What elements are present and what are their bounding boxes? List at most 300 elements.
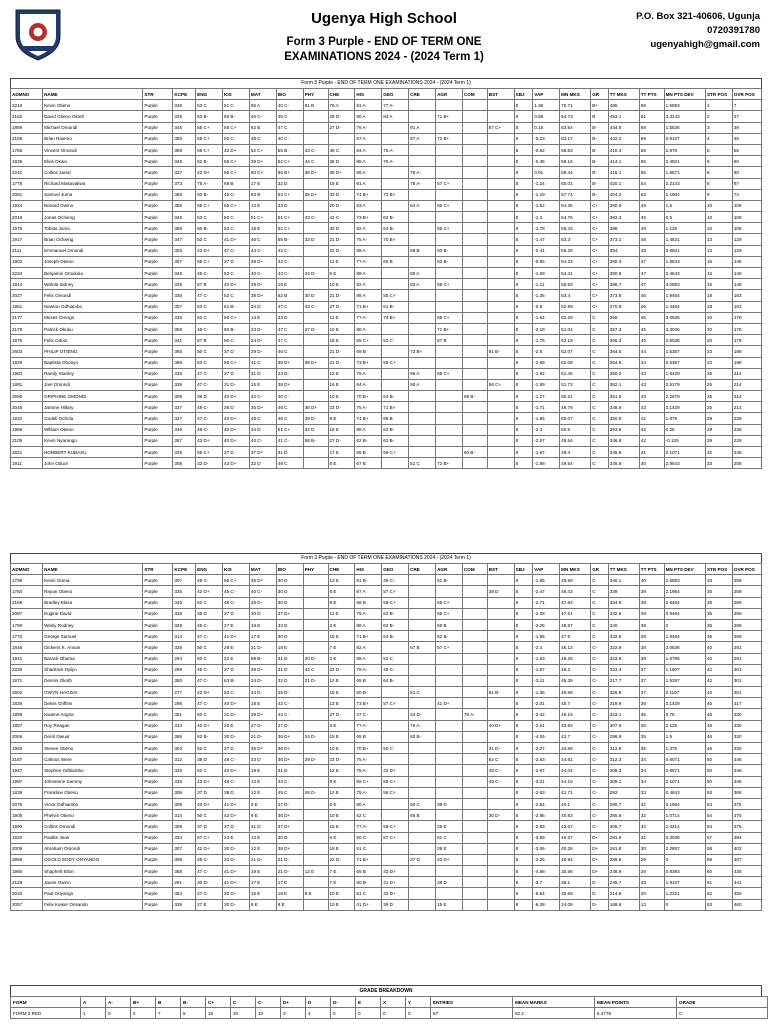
- results-header-che: CHE: [328, 89, 355, 100]
- results-cell-kis: 56 C+: [223, 312, 250, 323]
- results-cell-mn-pts-dev: 2.2857: [664, 843, 705, 854]
- results-cell-sbj: 8: [514, 122, 533, 133]
- results-cell-str-pos: 50: [705, 754, 732, 765]
- results-cell-eng: 45 C-: [196, 268, 223, 279]
- results-cell-gr: C-: [591, 743, 609, 754]
- results-row: [11, 586, 762, 597]
- results-cell-str: Purple: [143, 698, 173, 709]
- results-cell-mn-pts-dev: 1.9643: [664, 256, 705, 267]
- results-cell-bst: 30 D-: [487, 810, 514, 821]
- results-cell-str: Purple: [143, 575, 173, 586]
- results-cell-admno: 2075: [11, 798, 43, 809]
- results-cell-str-pos: 32: [705, 447, 732, 458]
- results-cell-mn-mks: 51.73: [560, 379, 591, 390]
- results-cell-admno: 2234: [11, 268, 43, 279]
- results-cell-bio: 31 D: [276, 664, 303, 675]
- results-cell-bio: 23 D-: [276, 368, 303, 379]
- results-header-str-pos: STR POS: [705, 89, 732, 100]
- results-cell-mn-mks: 35.1: [560, 877, 591, 888]
- results-cell-his: 71 B+: [355, 631, 382, 642]
- results-cell-phy: [303, 133, 328, 144]
- results-cell-sbj: 8: [514, 133, 533, 144]
- results-cell-mn-mks: 50.5: [560, 424, 591, 435]
- results-cell-phy: [303, 312, 328, 323]
- results-cell-str: Purple: [143, 720, 173, 731]
- results-cell-mn-mks: 52.09: [560, 357, 591, 368]
- results-cell-ovr-pos: 407: [732, 854, 761, 865]
- results-cell-geo: 76 A-: [382, 156, 409, 167]
- results-cell-agr: [436, 144, 463, 155]
- results-row: [11, 709, 762, 720]
- results-cell-bio: 62 B: [276, 290, 303, 301]
- results-cell-kcpe: 341: [173, 335, 196, 346]
- results-row: [11, 189, 762, 200]
- results-cell-sbj: 8: [514, 575, 533, 586]
- results-cell-cre: [409, 301, 436, 312]
- results-cell-mn-mks: 49.4: [560, 447, 591, 458]
- grade-breakdown-cell-y: 0: [406, 1008, 431, 1019]
- results-cell-tt-pts: 48: [639, 234, 664, 245]
- results-cell-mn-pts-dev: 0.8571: [664, 765, 705, 776]
- results-cell-kcpe: 346: [173, 268, 196, 279]
- results-cell-che: 33 D: [328, 189, 355, 200]
- results-cell-tt-mks: 285.8: [608, 810, 639, 821]
- results-header-kcpe: KCPE: [173, 89, 196, 100]
- results-cell-kis: 53 C: [223, 223, 250, 234]
- results-cell-com: [462, 133, 487, 144]
- results-header-com: COM: [462, 89, 487, 100]
- results-cell-ovr-pos: 214: [732, 368, 761, 379]
- results-cell-com: [462, 346, 487, 357]
- results-cell-agr: [436, 167, 463, 178]
- results-cell-sbj: 8: [514, 368, 533, 379]
- results-cell-admno: 1971: [11, 675, 43, 686]
- results-cell-str-pos: 8: [705, 178, 732, 189]
- results-cell-mn-pts-dev: 1.1964: [664, 189, 705, 200]
- results-cell-gr: C: [591, 608, 609, 619]
- results-cell-tt-pts: 53: [639, 189, 664, 200]
- results-cell-his: 75 A-: [355, 402, 382, 413]
- results-cell-gr: C-: [591, 642, 609, 653]
- results-cell-che: 27 D-: [328, 709, 355, 720]
- results-cell-admno: 1796: [11, 575, 43, 586]
- results-cell-mn-mks: 52.07: [560, 346, 591, 357]
- results-cell-vap: -3.59: [533, 832, 560, 843]
- results-cell-sbj: 8: [514, 357, 533, 368]
- grade-breakdown-header-y: Y: [406, 997, 431, 1008]
- results-cell-str-pos: 18: [705, 301, 732, 312]
- results-header-ovr-pos: OVR POS: [732, 564, 761, 575]
- results-cell-tt-mks: 362.1: [608, 379, 639, 390]
- results-cell-bst: [487, 424, 514, 435]
- results-cell-bio: 17 E: [276, 877, 303, 888]
- results-cell-agr: 26 E: [436, 821, 463, 832]
- results-cell-bio: 31 D: [276, 765, 303, 776]
- results-cell-geo: 65 B: [382, 413, 409, 424]
- results-cell-kis: 53 C: [223, 687, 250, 698]
- results-cell-name: Shadrack Opiyo: [43, 664, 143, 675]
- results-cell-bst: [487, 731, 514, 742]
- results-cell-tt-mks: 298.9: [608, 731, 639, 742]
- results-cell-sbj: 8: [514, 256, 533, 267]
- results-table-page-2: [10, 553, 762, 911]
- results-cell-gr: C: [591, 323, 609, 334]
- results-cell-mat: 49 C: [249, 413, 276, 424]
- results-cell-agr: [436, 379, 463, 390]
- results-cell-bio: 36 D+: [276, 754, 303, 765]
- results-cell-cre: [409, 111, 436, 122]
- results-cell-str: Purple: [143, 821, 173, 832]
- results-row: [11, 720, 762, 731]
- results-cell-admno: 1960: [11, 866, 43, 877]
- results-cell-admno: 1924: [11, 200, 43, 211]
- results-cell-kcpe: 326: [173, 619, 196, 630]
- results-cell-com: [462, 888, 487, 899]
- results-cell-str-pos: 63: [705, 899, 732, 910]
- results-cell-mn-mks: 54.76: [560, 212, 591, 223]
- results-cell-admno: 2241: [11, 167, 43, 178]
- results-cell-kis: 55 C+: [223, 156, 250, 167]
- results-cell-kis: 37 D: [223, 447, 250, 458]
- results-cell-mn-pts-dev: 0.25: [664, 424, 705, 435]
- results-cell-mn-pts-dev: 1.5536: [664, 122, 705, 133]
- results-cell-geo: 62 B-: [382, 619, 409, 630]
- results-cell-sbj: 8: [514, 144, 533, 155]
- results-cell-mn-pts-dev: 1.9464: [664, 290, 705, 301]
- results-cell-str-pos: 46: [705, 709, 732, 720]
- results-cell-phy: 43 C-: [303, 144, 328, 155]
- results-row: [11, 424, 762, 435]
- results-cell-mn-mks: 55.43: [560, 223, 591, 234]
- results-cell-kis: 30 D-: [223, 731, 250, 742]
- results-cell-kcpe: 307: [173, 843, 196, 854]
- results-cell-str: Purple: [143, 765, 173, 776]
- results-cell-admno: 2129: [11, 877, 43, 888]
- results-cell-mn-pts-dev: 1.5893: [664, 100, 705, 111]
- results-cell-agr: [436, 653, 463, 664]
- results-row: [11, 731, 762, 742]
- results-cell-str: Purple: [143, 776, 173, 787]
- results-cell-name: Calmus Were: [43, 754, 143, 765]
- results-cell-ovr-pos: 450: [732, 888, 761, 899]
- results-cell-bst: [487, 597, 514, 608]
- report-header: [0, 0, 768, 72]
- results-cell-name: Kwame Angira: [43, 709, 143, 720]
- results-cell-str: Purple: [143, 597, 173, 608]
- results-cell-eng: 55 C+: [196, 200, 223, 211]
- results-cell-mn-pts-dev: 2.9464: [664, 597, 705, 608]
- results-cell-str-pos: 33: [705, 458, 732, 469]
- results-cell-eng: 47 C-: [196, 413, 223, 424]
- results-cell-name: Steven Otieno: [43, 743, 143, 754]
- results-cell-kcpe: 348: [173, 100, 196, 111]
- results-cell-str: Purple: [143, 653, 173, 664]
- results-cell-mat: 21 D-: [249, 854, 276, 865]
- results-cell-che: 21 D-: [328, 234, 355, 245]
- results-cell-bst: [487, 458, 514, 469]
- results-cell-kcpe: 319: [173, 608, 196, 619]
- results-row: [11, 854, 762, 865]
- results-row: [11, 178, 762, 189]
- results-cell-phy: 35 D+: [303, 189, 328, 200]
- results-cell-eng: 47 C-: [196, 379, 223, 390]
- results-cell-agr: [436, 357, 463, 368]
- results-cell-tt-pts: 44: [639, 346, 664, 357]
- results-cell-phy: [303, 743, 328, 754]
- results-cell-mn-mks: 44.16: [560, 776, 591, 787]
- results-cell-ovr-pos: 27: [732, 111, 761, 122]
- results-row: [11, 212, 762, 223]
- results-cell-his: 69 B: [355, 346, 382, 357]
- results-cell-vap: -1.27: [533, 391, 560, 402]
- results-cell-che: 7 E: [328, 877, 355, 888]
- results-cell-kis: 41 D+: [223, 798, 250, 809]
- results-cell-mat: 29 D-: [249, 279, 276, 290]
- results-cell-com: [462, 854, 487, 865]
- results-cell-phy: [303, 335, 328, 346]
- results-cell-bst: [487, 189, 514, 200]
- results-cell-eng: 53 C: [196, 301, 223, 312]
- results-cell-com: [462, 268, 487, 279]
- results-cell-kis: 41 D+: [223, 234, 250, 245]
- results-cell-gr: B-: [591, 178, 609, 189]
- results-cell-phy: 9 E: [303, 888, 328, 899]
- results-cell-tt-mks: 323.4: [608, 664, 639, 675]
- results-cell-eng: 38 D: [196, 754, 223, 765]
- results-cell-his: 84 A: [355, 144, 382, 155]
- results-cell-str: Purple: [143, 866, 173, 877]
- results-cell-gr: C-: [591, 810, 609, 821]
- results-cell-vap: -1.71: [533, 402, 560, 413]
- results-cell-sbj: 8: [514, 642, 533, 653]
- results-cell-ovr-pos: 269: [732, 597, 761, 608]
- results-cell-kcpe: 326: [173, 765, 196, 776]
- results-cell-str-pos: 18: [705, 290, 732, 301]
- results-cell-phy: [303, 122, 328, 133]
- results-cell-admno: 2179: [11, 323, 43, 334]
- results-cell-str-pos: 50: [705, 765, 732, 776]
- results-cell-bio: 47 C: [276, 323, 303, 334]
- results-cell-geo: 55 C+: [382, 290, 409, 301]
- results-cell-mat: 21 D-: [249, 731, 276, 742]
- results-cell-bio: 46 C: [276, 402, 303, 413]
- results-cell-tt-pts: 23: [639, 877, 664, 888]
- results-row: [11, 631, 762, 642]
- results-cell-mat: 17 E: [249, 631, 276, 642]
- results-cell-com: [462, 144, 487, 155]
- results-cell-kis: 37 D: [223, 821, 250, 832]
- results-cell-admno: 2045: [11, 402, 43, 413]
- results-cell-phy: 43 C-: [303, 301, 328, 312]
- results-cell-kis: 40 D+: [223, 698, 250, 709]
- results-cell-bio: 51 C+: [276, 212, 303, 223]
- results-cell-str: Purple: [143, 631, 173, 642]
- results-cell-tt-pts: 34: [639, 776, 664, 787]
- results-cell-bst: [487, 301, 514, 312]
- results-cell-kcpe: 339: [173, 379, 196, 390]
- results-cell-str: Purple: [143, 402, 173, 413]
- results-cell-geo: [382, 754, 409, 765]
- results-cell-mat: 27 D-: [249, 720, 276, 731]
- results-cell-bio: 36 D+: [276, 810, 303, 821]
- results-cell-che: 15 E: [328, 731, 355, 742]
- results-cell-vap: -1.68: [533, 458, 560, 469]
- results-cell-mat: 34 D: [249, 424, 276, 435]
- results-cell-str-pos: 20: [705, 335, 732, 346]
- results-cell-mn-mks: 41.71: [560, 787, 591, 798]
- results-cell-agr: 55 C+: [436, 597, 463, 608]
- results-cell-kis: 47 C-: [223, 245, 250, 256]
- school-address: P.O. Box 321-40606, Ugunja: [636, 11, 760, 22]
- results-cell-bio: 33 D: [276, 200, 303, 211]
- results-cell-sbj: 8: [514, 200, 533, 211]
- results-cell-his: 76 A-: [355, 122, 382, 133]
- results-header-tt-mks: TT MKS: [608, 564, 639, 575]
- results-cell-phy: 29 D-: [303, 413, 328, 424]
- results-cell-kcpe: 298: [173, 698, 196, 709]
- results-cell-str: Purple: [143, 642, 173, 653]
- results-cell-geo: 75 A-: [382, 144, 409, 155]
- results-cell-tt-pts: 38: [639, 642, 664, 653]
- results-cell-tt-pts: 42: [639, 413, 664, 424]
- results-cell-tt-pts: 34: [639, 754, 664, 765]
- results-header-eng: ENG: [196, 89, 223, 100]
- results-cell-vap: -4.26: [533, 731, 560, 742]
- grade-breakdown-header-d: D+: [281, 997, 306, 1008]
- results-cell-name: Felix Oduor: [43, 335, 143, 346]
- results-cell-admno: 1983: [11, 368, 43, 379]
- results-cell-str-pos: 59: [705, 854, 732, 865]
- results-cell-name: GRIPHINE OMONDI: [43, 391, 143, 402]
- results-cell-gr: C+: [591, 268, 609, 279]
- results-cell-bio: 25 D-: [276, 687, 303, 698]
- results-cell-tt-mks: 307.5: [608, 720, 639, 731]
- results-row: [11, 200, 762, 211]
- results-cell-ovr-pos: 330: [732, 743, 761, 754]
- results-cell-bio: 43 C-: [276, 268, 303, 279]
- results-cell-str-pos: 13: [705, 234, 732, 245]
- results-cell-geo: [382, 268, 409, 279]
- grade-breakdown-cell-c: 15: [206, 1008, 231, 1019]
- results-cell-gr: C-: [591, 653, 609, 664]
- results-cell-gr: C-: [591, 776, 609, 787]
- results-cell-tt-pts: 37: [639, 664, 664, 675]
- results-cell-kcpe: 359: [173, 144, 196, 155]
- results-cell-ovr-pos: 330: [732, 720, 761, 731]
- results-cell-phy: 61 B: [303, 100, 328, 111]
- results-cell-che: 5 E: [328, 268, 355, 279]
- results-cell-mn-pts-dev: 0.5357: [664, 357, 705, 368]
- results-row: [11, 776, 762, 787]
- results-cell-admno: 2057: [11, 899, 43, 910]
- results-cell-str: Purple: [143, 223, 173, 234]
- results-cell-tt-pts: 36: [639, 698, 664, 709]
- results-cell-tt-mks: 305.7: [608, 821, 639, 832]
- results-cell-str-pos: 42: [705, 664, 732, 675]
- results-cell-che: 21 D-: [328, 346, 355, 357]
- results-cell-gr: C: [591, 619, 609, 630]
- results-cell-agr: 72 B+: [436, 458, 463, 469]
- results-cell-vap: -6.28: [533, 899, 560, 910]
- results-cell-eng: 42 D+: [196, 687, 223, 698]
- results-cell-vap: -1.97: [533, 447, 560, 458]
- results-cell-kis: 63 B-: [223, 675, 250, 686]
- results-cell-mn-mks: 43.93: [560, 720, 591, 731]
- results-cell-che: 13 E: [328, 698, 355, 709]
- results-cell-com: [462, 832, 487, 843]
- grade-breakdown-header-a: A-: [106, 997, 131, 1008]
- results-cell-mat: 48 C: [249, 133, 276, 144]
- results-cell-mat: 38 D+: [249, 290, 276, 301]
- results-cell-cre: [409, 144, 436, 155]
- results-cell-tt-mks: 388.7: [608, 279, 639, 290]
- results-cell-mn-pts-dev: 3.1964: [664, 798, 705, 809]
- results-cell-admno: 1851: [11, 301, 43, 312]
- results-cell-his: 66 B: [355, 447, 382, 458]
- results-cell-che: 7 E: [328, 642, 355, 653]
- results-cell-kcpe: 336: [173, 312, 196, 323]
- results-cell-cre: 50 C: [409, 798, 436, 809]
- results-cell-vap: -1.85: [533, 413, 560, 424]
- results-cell-mn-pts-dev: 2.9643: [664, 458, 705, 469]
- results-cell-his: 76 A-: [355, 368, 382, 379]
- results-row: [11, 368, 762, 379]
- results-cell-agr: [436, 664, 463, 675]
- results-cell-tt-mks: 281.8: [608, 843, 639, 854]
- results-cell-mn-pts-dev: 2.1964: [664, 586, 705, 597]
- results-cell-mn-pts-dev: 1.375: [664, 743, 705, 754]
- results-cell-geo: 57 C+: [382, 832, 409, 843]
- results-cell-str: Purple: [143, 854, 173, 865]
- results-cell-agr: [436, 709, 463, 720]
- results-cell-str: Purple: [143, 100, 173, 111]
- results-cell-gr: B-: [591, 122, 609, 133]
- results-cell-admno: 1966: [11, 424, 43, 435]
- results-cell-admno: 1941: [11, 653, 43, 664]
- results-cell-geo: 84 A: [382, 111, 409, 122]
- results-cell-his: 75 A-: [355, 765, 382, 776]
- results-cell-che: 18 E: [328, 424, 355, 435]
- grade-breakdown-header-b: B-: [181, 997, 206, 1008]
- results-cell-ovr-pos: 228: [732, 435, 761, 446]
- results-cell-admno: 1976: [11, 223, 43, 234]
- results-cell-phy: [303, 765, 328, 776]
- results-cell-mat: 34 D: [249, 301, 276, 312]
- results-cell-bio: 32 D: [276, 178, 303, 189]
- results-cell-mat: 40 C-: [249, 111, 276, 122]
- results-cell-eng: 40 D+: [196, 720, 223, 731]
- results-cell-cre: [409, 888, 436, 899]
- results-cell-mn-mks: 56.29: [560, 245, 591, 256]
- results-cell-agr: [436, 810, 463, 821]
- results-cell-phy: 36 D+: [303, 167, 328, 178]
- results-cell-str-pos: 23: [705, 346, 732, 357]
- results-cell-str-pos: 40: [705, 642, 732, 653]
- results-cell-mn-pts-dev: 3.0893: [664, 279, 705, 290]
- results-cell-str: Purple: [143, 379, 173, 390]
- results-cell-ovr-pos: 214: [732, 391, 761, 402]
- results-cell-sbj: 8: [514, 167, 533, 178]
- results-cell-ovr-pos: 198: [732, 357, 761, 368]
- results-cell-ovr-pos: 346: [732, 754, 761, 765]
- results-cell-eng: 47 C-: [196, 888, 223, 899]
- results-cell-sbj: 8: [514, 379, 533, 390]
- results-cell-ovr-pos: 375: [732, 810, 761, 821]
- results-cell-gr: B: [591, 111, 609, 122]
- results-cell-geo: [382, 279, 409, 290]
- results-cell-str: Purple: [143, 687, 173, 698]
- results-header-his: HIS: [355, 89, 382, 100]
